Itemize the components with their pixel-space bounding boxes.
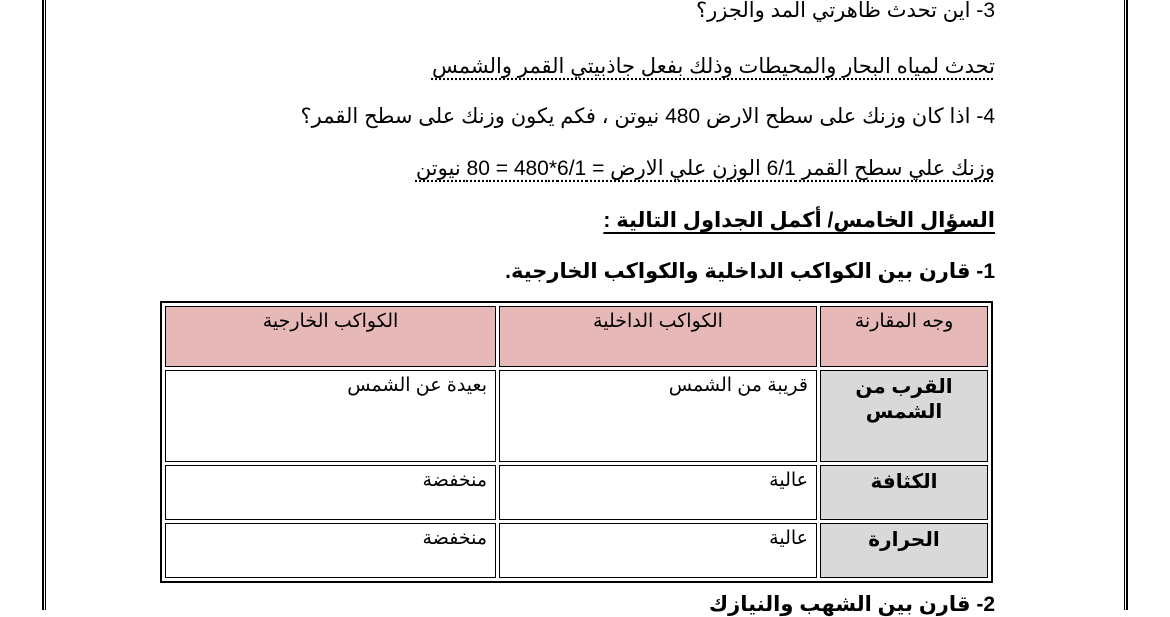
cell-inner-temperature: عالية xyxy=(499,523,817,578)
cell-inner-distance: قريبة من الشمس xyxy=(499,370,817,462)
answer-3: تحدث لمياه البحار والمحيطات وذلك بفعل جاذبيتي القمر والشمس xyxy=(431,55,995,78)
table-row xyxy=(165,523,988,578)
row-label-temperature: الحرارة xyxy=(820,523,988,578)
page-border-right xyxy=(1124,0,1128,610)
question-3: 3- اين تحدث ظاهرتي المد والجزر؟ xyxy=(695,0,995,22)
answer-4: وزنك علي سطح القمر 6/1 الوزن علي الارض = 6/1*480 = 80 نيوتن xyxy=(415,157,995,180)
cell-outer-density: منخفضة xyxy=(165,465,496,520)
page-border-left xyxy=(42,0,46,610)
compare-item-2: 2- قارن بين الشهب والنيازك xyxy=(708,593,995,616)
table-header-row xyxy=(165,306,988,367)
header-comparison-aspect: وجه المقارنة xyxy=(820,306,988,367)
header-inner-planets: الكواكب الداخلية xyxy=(499,306,817,367)
question-4: 4- اذا كان وزنك على سطح الارض 480 نيوتن ، فكم يكون وزنك على سطح القمر؟ xyxy=(300,105,995,128)
comparison-table xyxy=(160,301,993,583)
row-label-distance: القرب من الشمس xyxy=(820,370,988,462)
cell-outer-temperature: منخفضة xyxy=(165,523,496,578)
table-row xyxy=(165,465,988,520)
compare-item-1: 1- قارن بين الكواكب الداخلية والكواكب الخارجية. xyxy=(505,260,995,283)
section-5-heading: السؤال الخامس/ أكمل الجداول التالية : xyxy=(603,209,995,232)
cell-inner-density: عالية xyxy=(499,465,817,520)
header-outer-planets: الكواكب الخارجية xyxy=(165,306,496,367)
table-row xyxy=(165,370,988,462)
cell-outer-distance: بعيدة عن الشمس xyxy=(165,370,496,462)
row-label-density: الكثافة xyxy=(820,465,988,520)
